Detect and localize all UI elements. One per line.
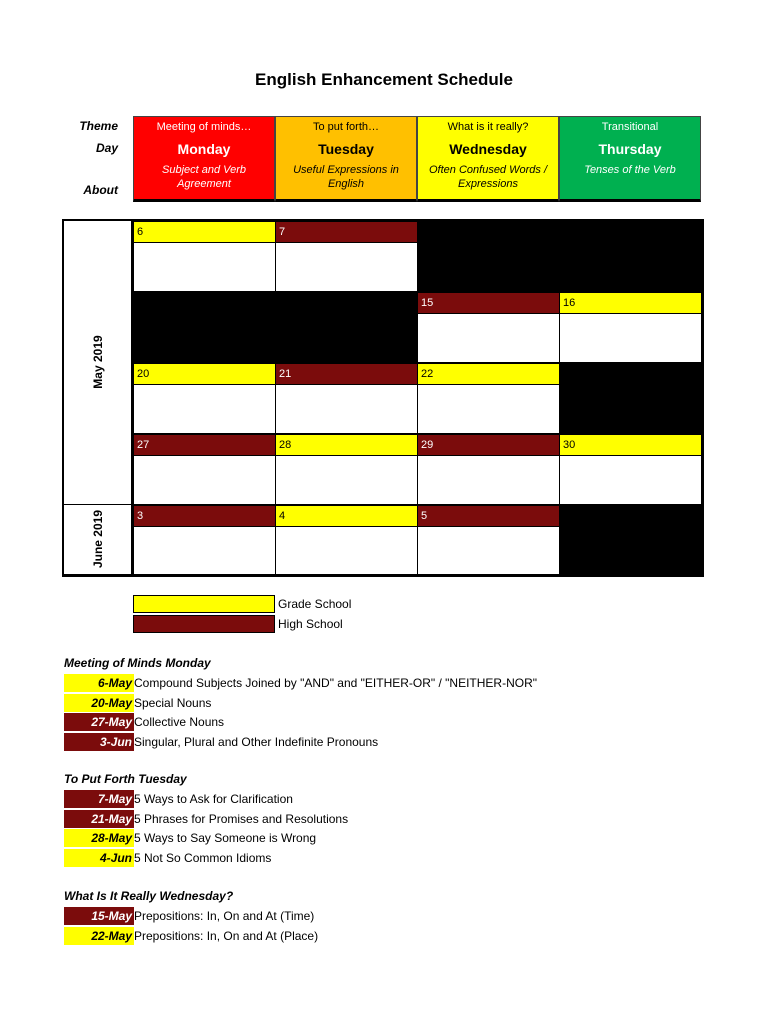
topic-title: Special Nouns bbox=[134, 695, 212, 710]
topic-title: 5 Phrases for Promises and Resolutions bbox=[134, 811, 349, 826]
legend-label: High School bbox=[278, 617, 343, 631]
theme-column-tuesday bbox=[275, 116, 417, 202]
day-label: Tuesday bbox=[318, 141, 374, 157]
theme-column-monday bbox=[133, 116, 275, 202]
calendar-blank bbox=[133, 292, 275, 363]
topic-title: 5 Ways to Ask for Clarification bbox=[134, 792, 293, 806]
day-label: Wednesday bbox=[449, 141, 527, 157]
page-title: English Enhancement Schedule bbox=[255, 70, 513, 89]
about-row-label: About bbox=[83, 183, 118, 197]
calendar-day-cell bbox=[417, 505, 560, 575]
calendar-day-cell bbox=[275, 505, 418, 575]
calendar-day-cell bbox=[559, 434, 702, 505]
section-title: Meeting of Minds Monday bbox=[64, 656, 211, 670]
month-column bbox=[64, 505, 132, 574]
calendar-day-cell bbox=[275, 221, 418, 292]
day-number: 21 bbox=[276, 364, 417, 385]
day-label: Monday bbox=[177, 141, 231, 157]
topic-date: 3-Jun bbox=[64, 733, 134, 752]
theme-row-label: Theme bbox=[79, 119, 118, 133]
day-number: 22 bbox=[418, 364, 559, 385]
calendar-day-cell bbox=[133, 505, 276, 575]
section-title: To Put Forth Tuesday bbox=[64, 772, 187, 786]
calendar-blank bbox=[275, 292, 417, 363]
topic-date: 4-Jun bbox=[64, 849, 134, 868]
day-number: 15 bbox=[418, 293, 559, 314]
day-number: 7 bbox=[276, 222, 417, 243]
theme-label: What is it really? bbox=[447, 121, 529, 133]
calendar-day-cell bbox=[133, 221, 276, 292]
topic-date: 21-May bbox=[64, 810, 134, 829]
topic-title: Collective Nouns bbox=[134, 715, 225, 729]
day-number: 30 bbox=[560, 435, 701, 456]
topic-title: 5 Not So Common Idioms bbox=[134, 850, 272, 865]
day-number: 6 bbox=[134, 222, 275, 243]
legend-label: Grade School bbox=[278, 597, 352, 611]
calendar-day-cell bbox=[559, 292, 702, 363]
topic-title: 5 Ways to Say Someone is Wrong bbox=[134, 831, 317, 845]
topic-title: Prepositions: In, On and At (Place) bbox=[134, 928, 319, 943]
topic-date: 20-May bbox=[64, 694, 134, 713]
calendar-blank bbox=[417, 221, 559, 292]
topic-date: 27-May bbox=[64, 713, 134, 732]
about-label: Useful Expressions in English bbox=[293, 164, 399, 190]
legend-swatch bbox=[133, 595, 275, 613]
day-number: 27 bbox=[134, 435, 275, 456]
calendar-day-cell bbox=[275, 363, 418, 434]
topic-date: 6-May bbox=[64, 674, 134, 693]
topic-date: 28-May bbox=[64, 829, 134, 848]
topic-title: Singular, Plural and Other Indefinite Pronouns bbox=[134, 734, 379, 749]
day-number: 28 bbox=[276, 435, 417, 456]
section-title: What Is It Really Wednesday? bbox=[64, 889, 234, 903]
calendar-day-cell bbox=[133, 434, 276, 505]
calendar-day-cell bbox=[133, 363, 276, 434]
legend-swatch bbox=[133, 615, 275, 633]
calendar-blank bbox=[559, 363, 704, 434]
calendar-day-cell bbox=[417, 363, 560, 434]
theme-label: Meeting of minds… bbox=[156, 121, 252, 133]
about-label: Tenses of the Verb bbox=[584, 164, 676, 176]
theme-column-thursday bbox=[559, 116, 701, 202]
day-number: 20 bbox=[134, 364, 275, 385]
month-column bbox=[64, 221, 132, 504]
calendar-blank bbox=[559, 221, 704, 292]
day-row-label: Day bbox=[95, 141, 118, 155]
theme-label: To put forth… bbox=[312, 121, 380, 133]
day-number: 16 bbox=[560, 293, 701, 314]
calendar-blank bbox=[559, 505, 704, 575]
day-number: 3 bbox=[134, 506, 275, 527]
theme-label: Transitional bbox=[601, 121, 659, 133]
topic-title: Prepositions: In, On and At (Time) bbox=[134, 909, 315, 923]
topic-date: 22-May bbox=[64, 927, 134, 946]
day-number: 5 bbox=[418, 506, 559, 527]
day-number: 29 bbox=[418, 435, 559, 456]
about-label: Subject and Verb Agreement bbox=[162, 164, 246, 190]
topic-date: 15-May bbox=[64, 907, 134, 926]
calendar-day-cell bbox=[417, 434, 560, 505]
calendar-day-cell bbox=[417, 292, 560, 363]
theme-column-wednesday bbox=[417, 116, 559, 202]
month-label: June 2019 bbox=[91, 509, 105, 569]
about-label: Often Confused Words / Expressions bbox=[429, 164, 547, 190]
day-label: Thursday bbox=[598, 141, 662, 157]
topic-title: Compound Subjects Joined by "AND" and "EITHER-OR" / "NEITHER-NOR" bbox=[134, 676, 538, 690]
month-label: May 2019 bbox=[91, 335, 105, 389]
calendar-day-cell bbox=[275, 434, 418, 505]
topic-date: 7-May bbox=[64, 790, 134, 809]
day-number: 4 bbox=[276, 506, 417, 527]
